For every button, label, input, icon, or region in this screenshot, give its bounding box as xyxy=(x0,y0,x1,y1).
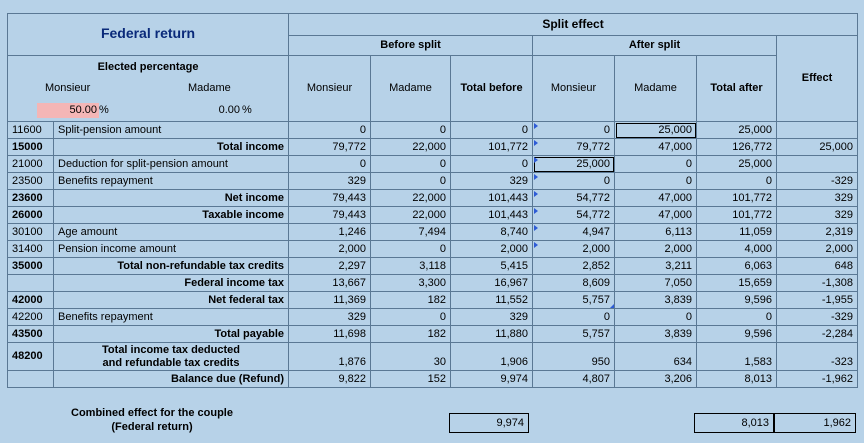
line-code: 42200 xyxy=(8,309,54,326)
cell-monsieur-before[interactable]: 329 xyxy=(289,309,371,326)
cell-effect: 329 xyxy=(777,190,858,207)
cell-total-before[interactable]: 329 xyxy=(451,173,533,190)
line-label: Total payable xyxy=(54,326,289,343)
line-label: Total income tax deducted and refundable tax credits xyxy=(54,343,289,371)
cell-effect: -329 xyxy=(777,173,858,190)
table-row xyxy=(8,139,858,156)
cell-total-before[interactable]: 101,443 xyxy=(451,207,533,224)
table-row xyxy=(8,371,858,388)
cell-monsieur-before[interactable]: 329 xyxy=(289,173,371,190)
table-row xyxy=(8,292,858,309)
cell-effect: -1,308 xyxy=(777,275,858,292)
cell-monsieur-after[interactable]: 54,772 xyxy=(533,190,615,207)
table-row xyxy=(8,326,858,343)
cell-total-before[interactable]: 101,443 xyxy=(451,190,533,207)
line-code xyxy=(8,275,54,292)
cell-madame-after[interactable]: 6,113 xyxy=(615,224,697,241)
cell-monsieur-before[interactable]: 79,443 xyxy=(289,207,371,224)
cell-madame-after[interactable]: 47,000 xyxy=(615,139,697,156)
cell-madame-after[interactable]: 7,050 xyxy=(615,275,697,292)
cell-total-before[interactable]: 11,880 xyxy=(451,326,533,343)
cell-total-before[interactable]: 11,552 xyxy=(451,292,533,309)
cell-total-before[interactable]: 9,974 xyxy=(451,371,533,388)
line-label: Benefits repayment xyxy=(54,173,289,190)
cell-effect: 2,000 xyxy=(777,241,858,258)
cell-madame-before[interactable]: 0 xyxy=(371,241,451,258)
cell-total-after[interactable]: 25,000 xyxy=(697,122,777,139)
cell-total-after[interactable]: 0 xyxy=(697,309,777,326)
cell-monsieur-before[interactable]: 2,297 xyxy=(289,258,371,275)
line-label: Total non-refundable tax credits xyxy=(54,258,289,275)
line-code: 15000 xyxy=(8,139,54,156)
cell-monsieur-after[interactable]: 79,772 xyxy=(533,139,615,156)
cell-total-after[interactable]: 15,659 xyxy=(697,275,777,292)
line-code: 42000 xyxy=(8,292,54,309)
federal-return-title-cell xyxy=(8,14,289,56)
cell-effect: -1,962 xyxy=(777,371,858,388)
cell-madame-before[interactable]: 3,300 xyxy=(371,275,451,292)
line-label: Pension income amount xyxy=(54,241,289,258)
cell-total-after[interactable]: 4,000 xyxy=(697,241,777,258)
cell-madame-after[interactable]: 0 xyxy=(615,173,697,190)
cell-total-after[interactable]: 101,772 xyxy=(697,190,777,207)
cell-monsieur-after[interactable]: 4,947 xyxy=(533,224,615,241)
cell-effect: 2,319 xyxy=(777,224,858,241)
monsieur-percentage-input[interactable]: 50.00 % xyxy=(37,103,109,118)
cell-madame-after[interactable]: 3,211 xyxy=(615,258,697,275)
line-label: Balance due (Refund) xyxy=(54,371,289,388)
cell-madame-after[interactable]: 3,839 xyxy=(615,326,697,343)
cell-total-after[interactable]: 0 xyxy=(697,173,777,190)
table-row xyxy=(8,241,858,258)
combined-total-before: 9,974 xyxy=(449,413,529,433)
cell-effect: 329 xyxy=(777,207,858,224)
col-madame-after: Madame xyxy=(615,56,697,122)
cell-madame-before[interactable]: 0 xyxy=(371,309,451,326)
cell-total-before[interactable]: 0 xyxy=(451,122,533,139)
cell-madame-after[interactable]: 25,000 xyxy=(615,122,697,139)
cell-madame-after[interactable]: 0 xyxy=(615,309,697,326)
cell-madame-before[interactable]: 0 xyxy=(371,156,451,173)
cell-effect: -329 xyxy=(777,309,858,326)
cell-madame-before[interactable]: 22,000 xyxy=(371,207,451,224)
cell-total-after[interactable]: 9,596 xyxy=(697,292,777,309)
cell-monsieur-after[interactable]: 5,757 xyxy=(533,292,615,309)
elected-madame-label: Madame xyxy=(188,82,231,94)
cell-madame-before[interactable]: 0 xyxy=(371,122,451,139)
line-code: 31400 xyxy=(8,241,54,258)
cell-monsieur-before[interactable]: 79,772 xyxy=(289,139,371,156)
col-madame-before: Madame xyxy=(371,56,451,122)
line-label: Federal income tax xyxy=(54,275,289,292)
col-total-after: Total after xyxy=(697,56,777,122)
cell-monsieur-before[interactable]: 2,000 xyxy=(289,241,371,258)
line-label: Net federal tax xyxy=(54,292,289,309)
cell-total-after[interactable]: 9,596 xyxy=(697,326,777,343)
cell-monsieur-before[interactable]: 79,443 xyxy=(289,190,371,207)
cell-madame-after[interactable]: 3,839 xyxy=(615,292,697,309)
line-code xyxy=(8,371,54,388)
cell-monsieur-after[interactable]: 0 xyxy=(533,309,615,326)
line-label: Total income xyxy=(54,139,289,156)
cell-total-before[interactable]: 16,967 xyxy=(451,275,533,292)
cell-effect: 648 xyxy=(777,258,858,275)
cell-monsieur-before[interactable]: 11,698 xyxy=(289,326,371,343)
combined-effect-value: 1,962 xyxy=(774,413,856,433)
elected-percentage-label: Elected percentage xyxy=(97,61,199,73)
table-row xyxy=(8,122,858,139)
line-label: Benefits repayment xyxy=(54,309,289,326)
cell-total-after[interactable]: 25,000 xyxy=(697,156,777,173)
cell-total-before[interactable]: 329 xyxy=(451,309,533,326)
cell-madame-before[interactable]: 30 xyxy=(371,343,451,371)
cell-monsieur-before[interactable]: 9,822 xyxy=(289,371,371,388)
col-monsieur-after: Monsieur xyxy=(533,56,615,122)
line-label: Deduction for split-pension amount xyxy=(54,156,289,173)
table-row xyxy=(8,258,858,275)
cell-total-before[interactable]: 1,906 xyxy=(451,343,533,371)
table-row xyxy=(8,207,858,224)
cell-total-before[interactable]: 101,772 xyxy=(451,139,533,156)
cell-total-before[interactable]: 2,000 xyxy=(451,241,533,258)
split-effect-header: Split effect xyxy=(289,14,858,36)
cell-madame-after[interactable]: 3,206 xyxy=(615,371,697,388)
cell-total-after[interactable]: 8,013 xyxy=(697,371,777,388)
col-monsieur-before: Monsieur xyxy=(289,56,371,122)
cell-madame-before[interactable]: 152 xyxy=(371,371,451,388)
line-label: Net income xyxy=(54,190,289,207)
line-code: 26000 xyxy=(8,207,54,224)
cell-total-before[interactable]: 8,740 xyxy=(451,224,533,241)
cell-madame-before[interactable]: 182 xyxy=(371,292,451,309)
cell-effect: -2,284 xyxy=(777,326,858,343)
line-code: 48200 xyxy=(8,343,54,371)
line-code: 23500 xyxy=(8,173,54,190)
cell-monsieur-after[interactable]: 950 xyxy=(533,343,615,371)
cell-monsieur-after[interactable]: 0 xyxy=(533,122,615,139)
cell-madame-after[interactable]: 0 xyxy=(615,156,697,173)
split-effect-table xyxy=(7,13,858,388)
cell-madame-after[interactable]: 47,000 xyxy=(615,190,697,207)
cell-monsieur-before[interactable]: 0 xyxy=(289,122,371,139)
cell-madame-before[interactable]: 3,118 xyxy=(371,258,451,275)
after-split-header: After split xyxy=(533,36,777,56)
line-code: 23600 xyxy=(8,190,54,207)
table-row xyxy=(8,156,858,173)
line-code: 30100 xyxy=(8,224,54,241)
cell-total-after[interactable]: 126,772 xyxy=(697,139,777,156)
table-row xyxy=(8,309,858,326)
line-code: 11600 xyxy=(8,122,54,139)
cell-monsieur-after[interactable]: 4,807 xyxy=(533,371,615,388)
cell-madame-before[interactable]: 182 xyxy=(371,326,451,343)
cell-madame-before[interactable]: 22,000 xyxy=(371,139,451,156)
cell-madame-after[interactable]: 47,000 xyxy=(615,207,697,224)
cell-monsieur-after[interactable]: 5,757 xyxy=(533,326,615,343)
table-row xyxy=(8,275,858,292)
col-total-before: Total before xyxy=(451,56,533,122)
combined-effect-label: Combined effect for the couple (Federal return) xyxy=(71,407,233,433)
cell-monsieur-after[interactable]: 2,852 xyxy=(533,258,615,275)
cell-effect: -323 xyxy=(777,343,858,371)
effect-header: Effect xyxy=(777,36,858,122)
line-code: 21000 xyxy=(8,156,54,173)
cell-monsieur-after[interactable]: 0 xyxy=(533,173,615,190)
elected-percentage-cell xyxy=(8,56,289,122)
cell-monsieur-after[interactable]: 8,609 xyxy=(533,275,615,292)
cell-total-after[interactable]: 1,583 xyxy=(697,343,777,371)
cell-monsieur-before[interactable]: 11,369 xyxy=(289,292,371,309)
cell-madame-after[interactable]: 634 xyxy=(615,343,697,371)
cell-monsieur-before[interactable]: 0 xyxy=(289,156,371,173)
cell-monsieur-after[interactable]: 2,000 xyxy=(533,241,615,258)
cell-monsieur-before[interactable]: 13,667 xyxy=(289,275,371,292)
page-title: Federal return xyxy=(100,25,196,41)
table-row xyxy=(8,173,858,190)
cell-effect xyxy=(777,156,858,173)
cell-madame-after[interactable]: 2,000 xyxy=(615,241,697,258)
cell-total-after[interactable]: 11,059 xyxy=(697,224,777,241)
line-code: 43500 xyxy=(8,326,54,343)
combined-total-after: 8,013 xyxy=(694,413,774,433)
cell-monsieur-after[interactable]: 25,000 xyxy=(533,156,615,173)
cell-monsieur-before[interactable]: 1,876 xyxy=(289,343,371,371)
table-row xyxy=(8,190,858,207)
cell-total-after[interactable]: 101,772 xyxy=(697,207,777,224)
cell-total-before[interactable]: 5,415 xyxy=(451,258,533,275)
cell-effect: 25,000 xyxy=(777,139,858,156)
cell-monsieur-after[interactable]: 54,772 xyxy=(533,207,615,224)
line-label: Age amount xyxy=(54,224,289,241)
line-label: Split-pension amount xyxy=(54,122,289,139)
madame-percentage-input[interactable]: 0.00 % xyxy=(218,104,252,116)
elected-monsieur-label: Monsieur xyxy=(45,82,91,94)
cell-total-after[interactable]: 6,063 xyxy=(697,258,777,275)
cell-effect xyxy=(777,122,858,139)
cell-effect: -1,955 xyxy=(777,292,858,309)
cell-madame-before[interactable]: 22,000 xyxy=(371,190,451,207)
table-row xyxy=(8,343,858,371)
cell-total-before[interactable]: 0 xyxy=(451,156,533,173)
line-code: 35000 xyxy=(8,258,54,275)
before-split-header: Before split xyxy=(289,36,533,56)
cell-madame-before[interactable]: 7,494 xyxy=(371,224,451,241)
table-row xyxy=(8,224,858,241)
line-label: Taxable income xyxy=(54,207,289,224)
cell-monsieur-before[interactable]: 1,246 xyxy=(289,224,371,241)
cell-madame-before[interactable]: 0 xyxy=(371,173,451,190)
